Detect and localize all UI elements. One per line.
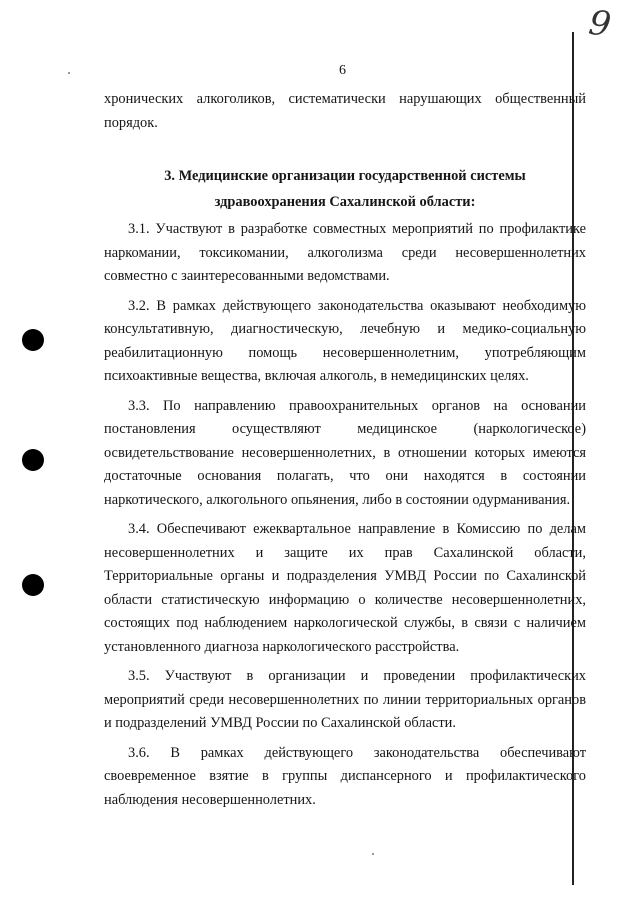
paragraph-3-4: 3.4. Обеспечивают ежеквартальное направление в Комиссию по делам несовершеннолетних и защите их прав Сахалинской области, Территориальные органы и подразделения УМВД России по Сахалинской области статистическую информацию о количестве несовершеннолетних, состоящих под наблюдением наркологической службы, в связи с наличием установленного диагноза наркологического расстройства. xyxy=(104,521,586,655)
punch-hole xyxy=(22,449,44,471)
handwritten-page-number: 9 xyxy=(586,2,614,46)
paragraph-3-3: 3.3. По направлению правоохранительных органов на основании постановления осуществляют медицинское (наркологическое) освидетельствование несовершеннолетних, в отношении которых имеются достаточные основания полагать, что они находятся в состоянии наркотического, алкогольного опьянения, либо в состоянии одурманивания. xyxy=(104,397,586,508)
section-heading xyxy=(104,163,586,215)
scan-speck xyxy=(68,72,70,74)
scan-speck xyxy=(372,853,374,855)
continued-paragraph: хронических алкоголиков, систематически нарушающих общественный порядок. xyxy=(104,91,586,131)
document-body xyxy=(104,88,586,818)
punch-hole xyxy=(22,329,44,351)
paragraph-3-2: 3.2. В рамках действующего законодательства оказывают необходимую консультативную, диагностическую, лечебную и медико-социальную реабилитационную помощь несовершеннолетним, употребляющим психоактивные вещества, включая алкоголь, в немедицинских целях. xyxy=(104,297,586,384)
paragraph-3-5: 3.5. Участвуют в организации и проведении профилактических мероприятий среди несовершеннолетних по линии территориальных органов и подразделений УМВД России по Сахалинской области. xyxy=(104,668,586,731)
paragraph-3-6: 3.6. В рамках действующего законодательства обеспечивают своевременное взятие в группы диспансерного и профилактического наблюдения несовершеннолетних. xyxy=(104,744,586,808)
punch-hole xyxy=(22,574,44,596)
section-heading-line: 3. Медицинские организации государственной системы xyxy=(164,168,526,184)
paragraph-3-1: 3.1. Участвуют в разработке совместных мероприятий по профилактике наркомании, токсикомании, алкоголизма среди несовершеннолетних совместно с заинтересованными ведомствами. xyxy=(104,221,586,284)
section-heading-line: здравоохранения Сахалинской области: xyxy=(214,194,476,210)
page-number: 6 xyxy=(339,63,346,78)
